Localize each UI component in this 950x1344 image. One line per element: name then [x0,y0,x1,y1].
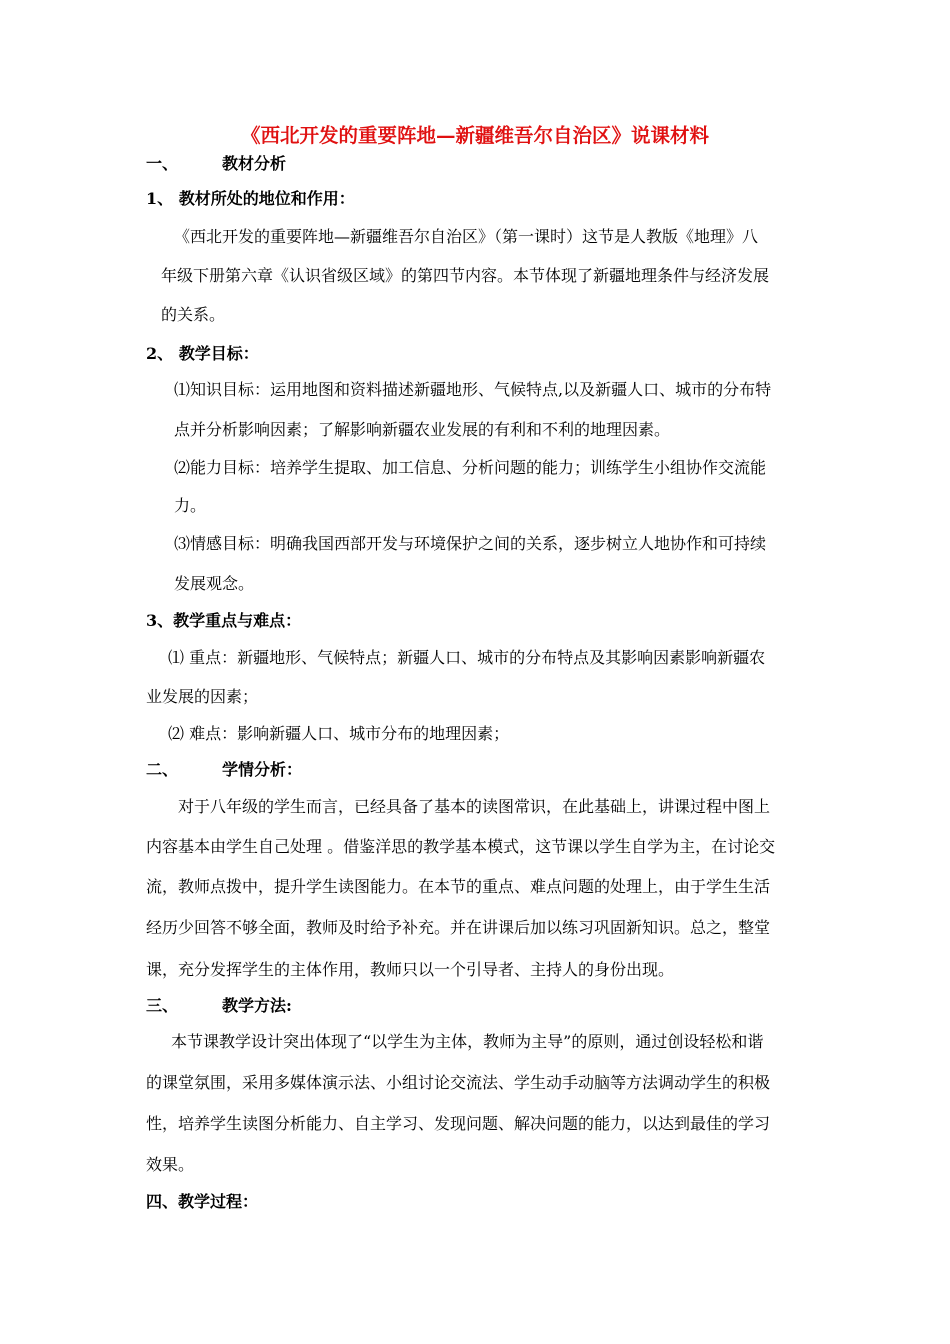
paragraph-line: 效果。 [146,1155,195,1174]
subsection-3-heading: 3、教学重点与难点： [146,611,302,630]
objective-line: 力。 [174,496,207,515]
section-2-heading [146,760,302,780]
section-2-number: 二、 [146,760,179,779]
paragraph-line: 流，教师点拨中，提升学生读图能力。在本节的重点、难点问题的处理上，由于学生生活 [146,877,771,896]
paragraph-line: 《西北开发的重要阵地—新疆维吾尔自治区》（第一课时）这节是人教版《地理》八 [174,227,759,246]
subsection-1-heading: 1、 教材所处的地位和作用： [146,189,355,208]
paragraph-line: 的课堂氛围，采用多媒体演示法、小组讨论交流法、学生动手动脑等方法调动学生的积极 [146,1073,771,1092]
section-3-heading [146,996,292,1016]
section-1-number: 一、 [146,154,179,173]
page-title: 《西北开发的重要阵地—新疆维吾尔自治区》说课材料 [240,124,709,147]
paragraph-line: 性，培养学生读图分析能力、自主学习、发现问题、解决问题的能力，以达到最佳的学习 [146,1114,771,1133]
paragraph-line: 对于八年级的学生而言，已经具备了基本的读图常识，在此基础上，讲课过程中图上 [178,797,771,816]
section-4-heading: 四、教学过程： [146,1192,259,1211]
objective-line: ⑴知识目标：运用地图和资料描述新疆地形、气候特点,以及新疆人口、城市的分布特 [174,380,772,399]
paragraph-line: 年级下册第六章《认识省级区域》的第四节内容。本节体现了新疆地理条件与经济发展 [161,266,770,285]
section-3-title: 教学方法: [222,996,292,1015]
paragraph-line: 课，充分发挥学生的主体作用，教师只以一个引导者、主持人的身份出现。 [146,960,675,979]
keypoint-line: ⑵ 难点：影响新疆人口、城市分布的地理因素； [168,724,510,743]
section-3-number: 三、 [146,996,179,1015]
objective-line: ⑶情感目标：明确我国西部开发与环境保护之间的关系，逐步树立人地协作和可持续 [174,534,767,553]
paragraph-line: 经历少回答不够全面，教师及时给予补充。并在讲课后加以练习巩固新知识。总之，整堂 [146,918,771,937]
subsection-2-heading: 2、 教学目标： [146,344,259,363]
section-1-heading [146,154,286,174]
paragraph-line: 的关系。 [161,305,226,324]
section-2-title: 学情分析： [222,760,303,779]
keypoint-line: ⑴ 重点：新疆地形、气候特点；新疆人口、城市的分布特点及其影响因素影响新疆农 [168,648,766,667]
objective-line: ⑵能力目标：培养学生提取、加工信息、分析问题的能力；训练学生小组协作交流能 [174,458,767,477]
keypoint-line: 业发展的因素； [146,687,259,706]
section-1-title: 教材分析 [222,154,287,173]
paragraph-line: 本节课教学设计突出体现了“以学生为主体，教师为主导”的原则，通过创设轻松和谐 [171,1032,764,1051]
objective-line: 发展观念。 [174,574,255,593]
objective-line: 点并分析影响因素；了解影响新疆农业发展的有利和不利的地理因素。 [174,420,671,439]
paragraph-line: 内容基本由学生自己处理 。借鉴洋思的教学基本模式，这节课以学生自学为主，在讨论交 [146,837,776,856]
